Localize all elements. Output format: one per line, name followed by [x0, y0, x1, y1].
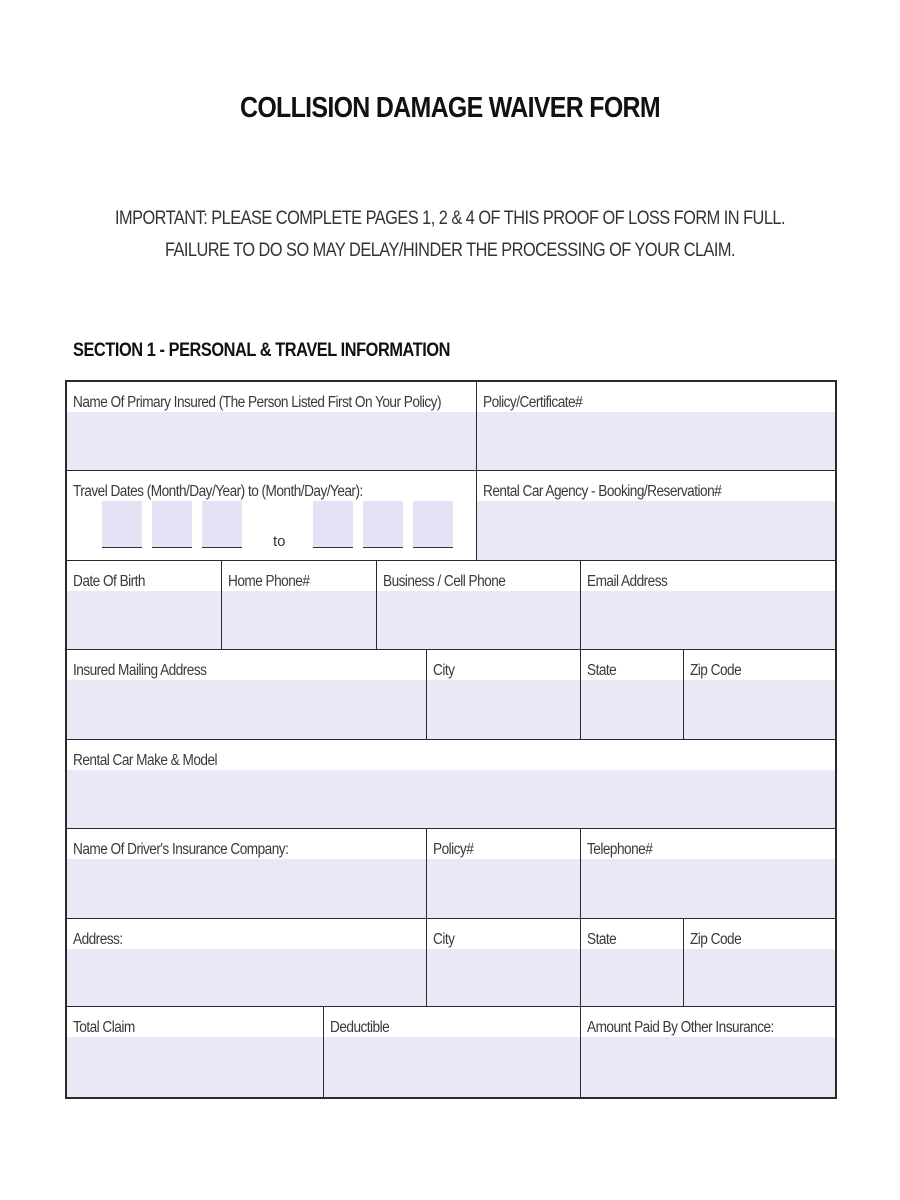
home-phone-field[interactable]: [222, 561, 377, 650]
driver-insurance-field[interactable]: [67, 829, 427, 919]
state-field[interactable]: [581, 650, 684, 740]
policy-number-field[interactable]: [427, 829, 581, 919]
mailing-address-field[interactable]: [67, 650, 427, 740]
date-of-birth-label: Date Of Birth: [73, 573, 145, 590]
start-day-box[interactable]: [152, 501, 192, 548]
amount-paid-other-field[interactable]: [581, 1007, 835, 1097]
city-field[interactable]: [427, 650, 581, 740]
zip-code-2-field[interactable]: [684, 919, 835, 1007]
car-make-model-label: Rental Car Make & Model: [73, 752, 218, 769]
deductible-label: Deductible: [330, 1019, 390, 1036]
state-2-label: State: [587, 931, 617, 948]
city-2-label: City: [433, 931, 455, 948]
state-2-field[interactable]: [581, 919, 684, 1007]
city-2-field[interactable]: [427, 919, 581, 1007]
end-day-box[interactable]: [363, 501, 403, 548]
end-month-box[interactable]: [313, 501, 353, 548]
date-of-birth-field[interactable]: [67, 561, 222, 650]
travel-to-label: to: [273, 533, 286, 550]
email-address-label: Email Address: [587, 573, 668, 590]
business-cell-phone-field[interactable]: [377, 561, 581, 650]
mailing-address-label: Insured Mailing Address: [73, 662, 207, 679]
policy-certificate-field[interactable]: [477, 382, 835, 471]
address-field[interactable]: [67, 919, 427, 1007]
address-label: Address:: [73, 931, 123, 948]
rental-agency-label: Rental Car Agency - Booking/Reservation#: [483, 483, 722, 500]
start-year-box[interactable]: [202, 501, 242, 548]
primary-insured-label: Name Of Primary Insured (The Person Listed First On Your Policy): [73, 394, 441, 411]
city-label: City: [433, 662, 455, 679]
home-phone-label: Home Phone#: [228, 573, 310, 590]
zip-code-field[interactable]: [684, 650, 835, 740]
policy-number-label: Policy#: [433, 841, 474, 858]
business-cell-phone-label: Business / Cell Phone: [383, 573, 506, 590]
primary-insured-field[interactable]: [67, 382, 477, 471]
form-title: COLLISION DAMAGE WAIVER FORM: [240, 92, 660, 124]
travel-dates-label: Travel Dates (Month/Day/Year) to (Month/Day/Year):: [73, 483, 363, 500]
section-1-grid: [65, 380, 837, 1099]
total-claim-label: Total Claim: [73, 1019, 135, 1036]
rental-agency-field[interactable]: [477, 471, 835, 561]
driver-insurance-label: Name Of Driver's Insurance Company:: [73, 841, 289, 858]
deductible-field[interactable]: [324, 1007, 581, 1097]
notice-line-1: IMPORTANT: PLEASE COMPLETE PAGES 1, 2 & 4 OF THIS PROOF OF LOSS FORM IN FULL.: [114, 208, 785, 229]
policy-certificate-label: Policy/Certificate#: [483, 394, 583, 411]
section-1-title: SECTION 1 - PERSONAL & TRAVEL INFORMATION: [73, 340, 450, 361]
travel-dates-field: [67, 471, 477, 561]
state-label: State: [587, 662, 617, 679]
email-address-field[interactable]: [581, 561, 835, 650]
end-year-box[interactable]: [413, 501, 453, 548]
telephone-field[interactable]: [581, 829, 835, 919]
total-claim-field[interactable]: [67, 1007, 324, 1097]
telephone-label: Telephone#: [587, 841, 653, 858]
zip-code-label: Zip Code: [690, 662, 742, 679]
car-make-model-field[interactable]: [67, 740, 835, 829]
notice-line-2: FAILURE TO DO SO MAY DELAY/HINDER THE PROCESSING OF YOUR CLAIM.: [164, 240, 736, 261]
start-month-box[interactable]: [102, 501, 142, 548]
amount-paid-other-label: Amount Paid By Other Insurance:: [587, 1019, 774, 1036]
zip-code-2-label: Zip Code: [690, 931, 742, 948]
